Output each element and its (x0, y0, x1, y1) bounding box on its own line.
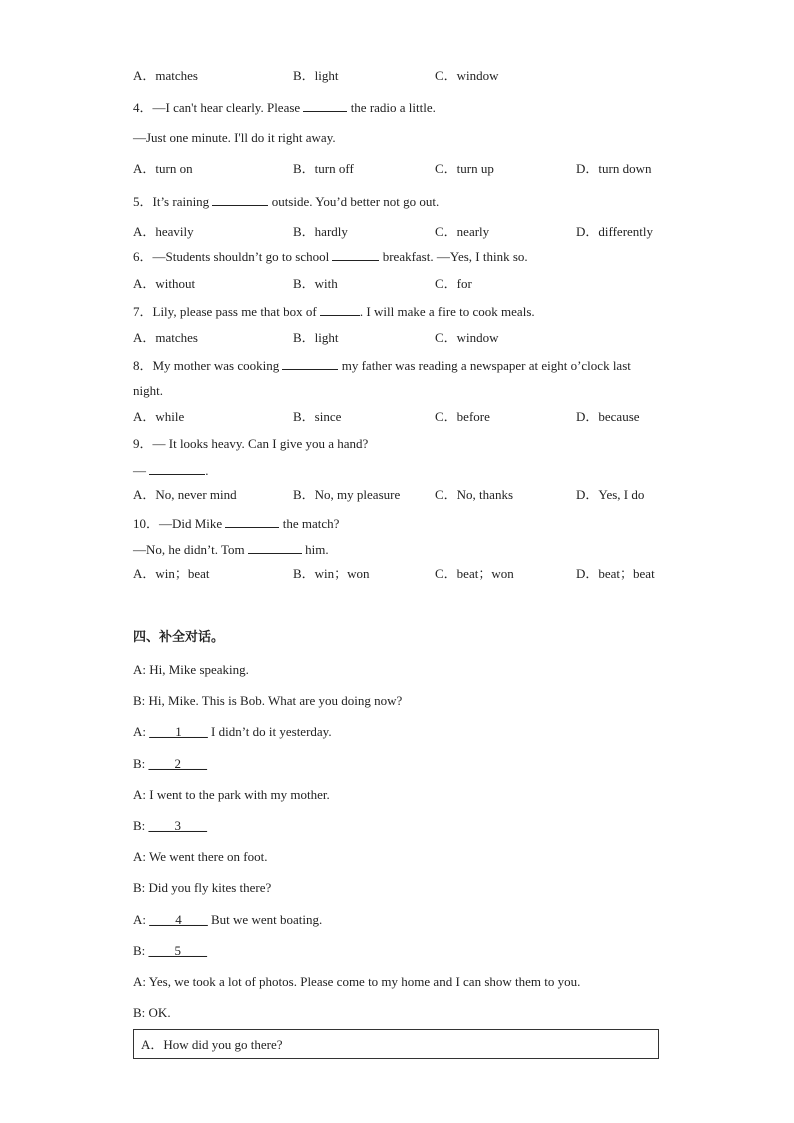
dialogue-line: B: OK. (133, 1005, 171, 1020)
q4-option-d: D．turn down (576, 161, 652, 176)
blank-2[interactable]: ____2____ (148, 756, 208, 771)
q7-stem: 7．Lily, please pass me that box of . I will make a fire to cook meals. (133, 304, 535, 319)
q4-option-b: B．turn off (293, 161, 354, 176)
q8-option-b: B．since (293, 409, 342, 424)
q6-option-a: A．without (133, 276, 196, 291)
q4-option-a: A．turn on (133, 161, 193, 176)
q6-option-b: B．with (293, 276, 338, 291)
q9-option-a: A．No, never mind (133, 487, 237, 502)
q4-reply: —Just one minute. I'll do it right away. (133, 130, 336, 145)
q5-option-a: A．heavily (133, 224, 194, 239)
q5-option-b: B．hardly (293, 224, 348, 239)
q5-stem: 5．It’s raining outside. You’d better not go out. (133, 194, 440, 209)
dialogue-line: B: Did you fly kites there? (133, 880, 272, 895)
q4-option-c: C．turn up (435, 161, 494, 176)
option-box (133, 1029, 659, 1059)
q10-option-c: C．beat；won (435, 566, 514, 581)
q10-stem: 10．—Did Mike the match? (133, 516, 340, 531)
dialogue-line: A: We went there on foot. (133, 849, 268, 864)
q5-option-c: C．nearly (435, 224, 490, 239)
blank-4[interactable]: ____4____ (149, 912, 208, 927)
q3-option-b: B．light (293, 68, 339, 83)
q9-option-b: B．No, my pleasure (293, 487, 401, 502)
q7-option-a: A．matches (133, 330, 198, 345)
dialogue-line: A: I went to the park with my mother. (133, 787, 330, 802)
q9-reply: — . (133, 463, 209, 478)
q10-option-b: B．win；won (293, 566, 370, 581)
section-4-title: 四、补全对话。 (133, 630, 225, 645)
q8-stem-cont: night. (133, 383, 163, 398)
q8-option-a: A．while (133, 409, 185, 424)
q9-option-d: D．Yes, I do (576, 487, 645, 502)
q10-option-d: D．beat；beat (576, 566, 655, 581)
dialogue-line: A: Hi, Mike speaking. (133, 662, 249, 677)
q3-option-a: A．matches (133, 68, 198, 83)
q4-stem: 4．—I can't hear clearly. Please the radio a little. (133, 100, 436, 115)
q6-stem: 6．—Students shouldn’t go to school breakfast. —Yes, I think so. (133, 249, 528, 264)
dialogue-line: B: ____2____ (133, 756, 208, 771)
blank-3[interactable]: ____3____ (148, 818, 208, 833)
blank-1[interactable]: ____1____ (149, 724, 208, 739)
dialogue-line: A: ____4____ But we went boating. (133, 912, 323, 927)
q9-option-c: C．No, thanks (435, 487, 514, 502)
q8-option-d: D．because (576, 409, 640, 424)
q8-stem: 8．My mother was cooking my father was reading a newspaper at eight o’clock last (133, 358, 631, 373)
dialogue-line: A: ____1____ I didn’t do it yesterday. (133, 724, 332, 739)
q9-stem: 9．— It looks heavy. Can I give you a hand? (133, 436, 369, 451)
option-box-item-a: A．How did you go there? (141, 1037, 283, 1052)
q5-option-d: D．differently (576, 224, 654, 239)
q10-option-a: A．win；beat (133, 566, 210, 581)
q8-option-c: C．before (435, 409, 490, 424)
dialogue-line: B: ____5____ (133, 943, 208, 958)
dialogue-line: A: Yes, we took a lot of photos. Please come to my home and I can show them to you. (133, 974, 581, 989)
dialogue-line: B: ____3____ (133, 818, 208, 833)
q10-reply: —No, he didn’t. Tom him. (133, 542, 329, 557)
dialogue-line: B: Hi, Mike. This is Bob. What are you doing now? (133, 693, 403, 708)
q6-option-c: C．for (435, 276, 472, 291)
q3-option-c: C．window (435, 68, 499, 83)
q7-option-c: C．window (435, 330, 499, 345)
q7-option-b: B．light (293, 330, 339, 345)
blank-5[interactable]: ____5____ (148, 943, 208, 958)
